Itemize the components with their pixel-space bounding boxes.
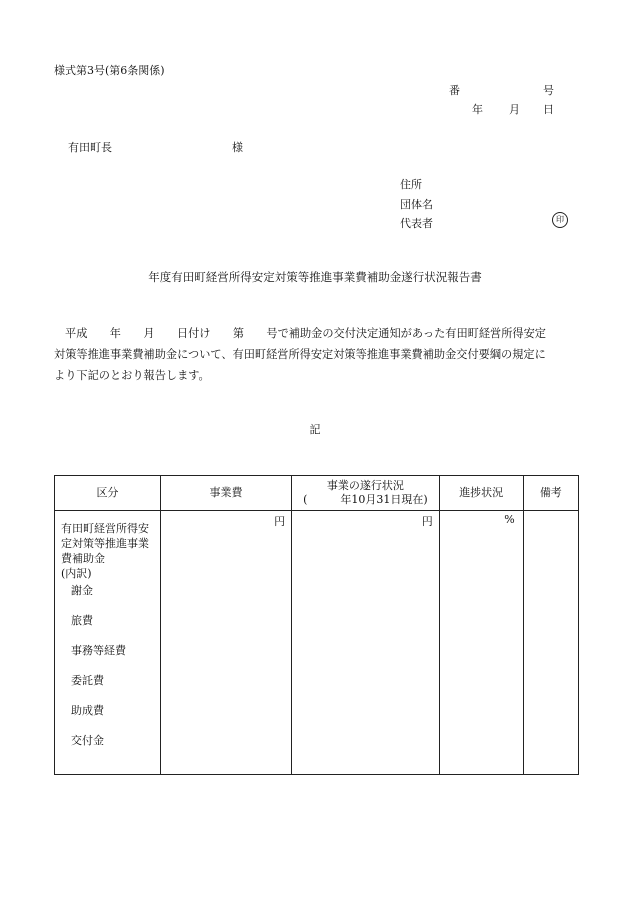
kubun-item: 謝金 [71, 584, 93, 597]
jigyohi-unit: 円 [274, 515, 286, 528]
kubun-main: 有田町経営所得安定対策等推進事業費補助金 [61, 522, 149, 565]
shinchoku-cell[interactable] [439, 511, 523, 775]
seal-mark: 印 [552, 212, 568, 228]
body-line: 対策等推進事業費補助金について、有田町経営所得安定対策等推進事業費補助金交付要綱の規定に [54, 348, 546, 361]
header-suiko-line1: 事業の遂行状況 [326, 479, 404, 492]
header-suiko [292, 476, 440, 511]
kubun-item: 旅費 [71, 614, 93, 627]
header-suiko-line2: ( 年10月31日現在) [303, 493, 428, 506]
header-jigyohi: 事業費 [160, 476, 291, 511]
addressee-honorific: 様 [232, 141, 243, 154]
kubun-cell [55, 511, 161, 775]
kubun-item: 交付金 [71, 734, 104, 747]
kubun-item: 事務等経費 [71, 644, 126, 657]
ki-heading: 記 [309, 423, 321, 436]
kubun-item: 助成費 [71, 704, 104, 717]
number-suffix: 号 [543, 84, 554, 97]
form-id: 様式第3号(第6条関係) [54, 64, 165, 77]
representative-label: 代表者 [400, 217, 433, 230]
organization-label: 団体名 [400, 198, 433, 211]
address-label: 住所 [400, 178, 422, 191]
biko-cell[interactable] [523, 511, 578, 775]
body-line: 平成 年 月 日付け 第 号で補助金の交付決定通知があった有田町経営所得安定 [65, 327, 546, 340]
date-year-label: 年 [472, 103, 483, 116]
number-label: 番 [449, 84, 460, 97]
body-paragraph [54, 323, 584, 386]
header-kubun: 区分 [55, 476, 161, 511]
header-biko: 備考 [523, 476, 578, 511]
kubun-breakdown-label: (内訳) [61, 567, 92, 580]
suiko-cell[interactable] [292, 511, 440, 775]
header-shinchoku: 進捗状況 [439, 476, 523, 511]
table-header-row [55, 476, 579, 511]
document-title: 年度有田町経営所得安定対策等推進事業費補助金遂行状況報告書 [148, 270, 482, 284]
suiko-unit: 円 [421, 515, 433, 528]
report-table [54, 475, 579, 775]
date-month-label: 月 [509, 103, 520, 116]
shinchoku-unit: % [504, 513, 515, 526]
body-line: より下記のとおり報告します。 [54, 369, 210, 382]
table-row [55, 511, 579, 775]
jigyohi-cell[interactable] [160, 511, 291, 775]
date-day-label: 日 [543, 103, 554, 116]
addressee-label: 有田町長 [68, 141, 112, 154]
kubun-item: 委託費 [71, 674, 104, 687]
